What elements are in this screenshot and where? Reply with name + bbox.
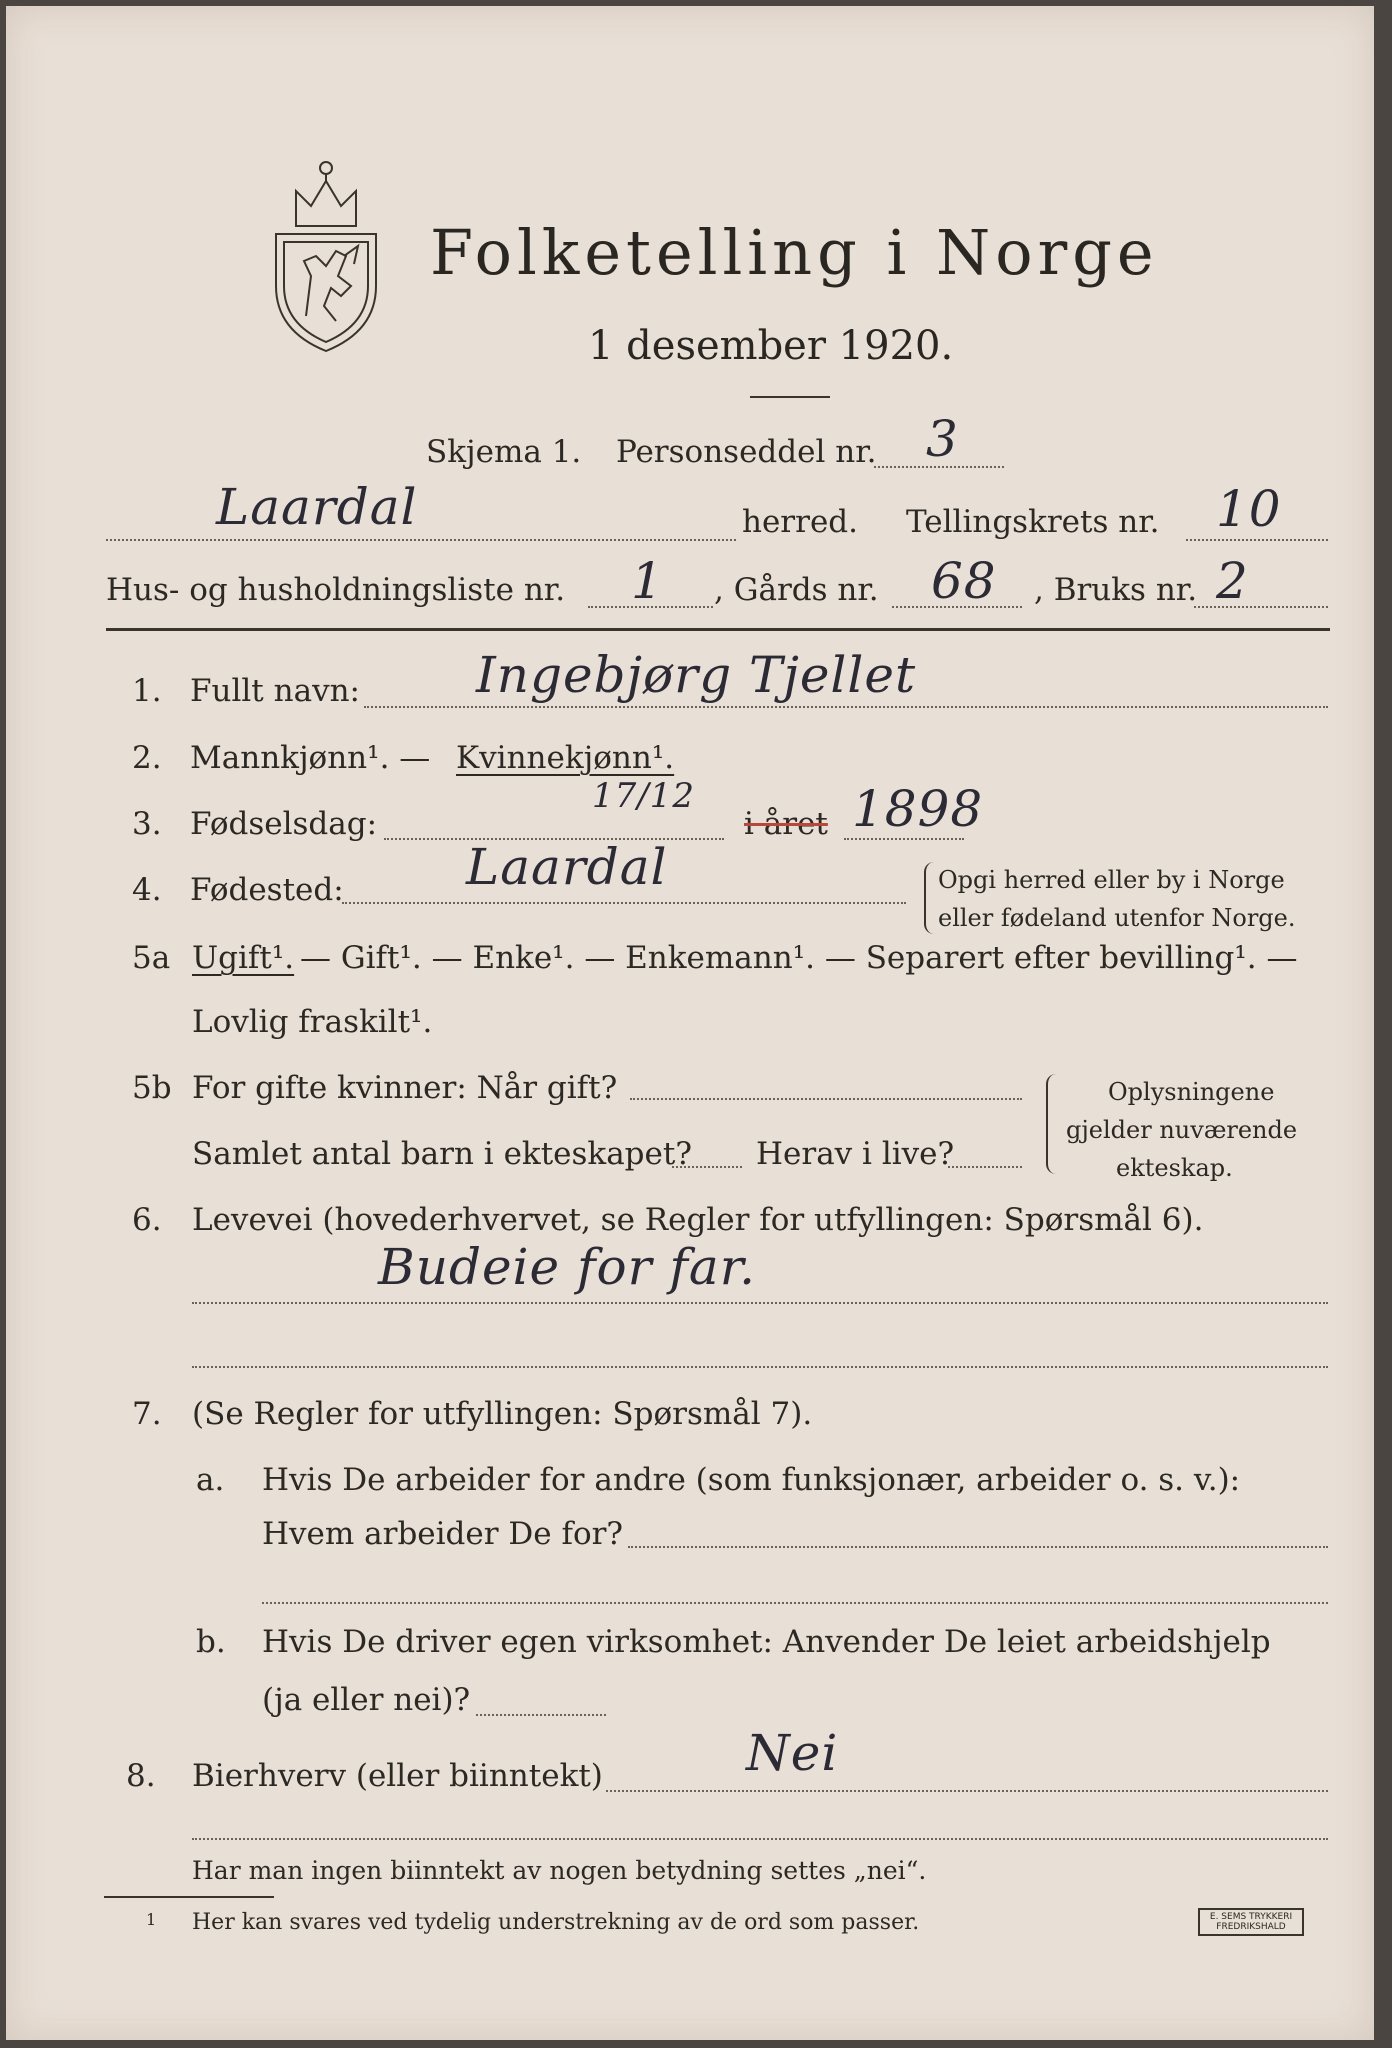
- q3-label: Fødselsdag:: [190, 806, 378, 842]
- hus-value[interactable]: 1: [631, 552, 664, 610]
- footnote-text: Her kan svares ved tydelig understrekning av de ord som passer.: [192, 1910, 920, 1935]
- q1-label: Fullt navn:: [190, 673, 360, 709]
- q3-number: 3.: [132, 806, 162, 842]
- q7b-line1: Hvis De driver egen virksomhet: Anvender De leiet arbeidshjelp: [262, 1624, 1271, 1660]
- q4-label: Fødested:: [190, 872, 344, 908]
- q6-line-1: [192, 1302, 1328, 1304]
- q4-number: 4.: [132, 872, 162, 908]
- herred-label: herred.: [742, 504, 858, 540]
- census-date: 1 desember 1920.: [588, 323, 954, 369]
- tellingskrets-label: Tellingskrets nr.: [906, 504, 1160, 540]
- q7b-line2: (ja eller nei)?: [262, 1682, 471, 1718]
- q7a-letter: a.: [196, 1462, 225, 1498]
- bottom-note: Har man ingen biinntekt av nogen betydning settes „nei“.: [192, 1856, 927, 1885]
- q5a-line2: Lovlig fraskilt¹.: [192, 1004, 433, 1040]
- q3-year-label: i året: [744, 806, 828, 842]
- q6-label: Levevei (hovederhvervet, se Regler for utfyllingen: Spørsmål 6).: [192, 1202, 1204, 1238]
- q8-label: Bierhverv (eller biinntekt): [192, 1758, 603, 1794]
- personseddel-label: Personseddel nr.: [616, 434, 877, 470]
- q7-label: (Se Regler for utfyllingen: Spørsmål 7).: [192, 1396, 813, 1432]
- q7a-line1: Hvis De arbeider for andre (som funksjonær, arbeider o. s. v.):: [262, 1462, 1241, 1498]
- birth-year-value[interactable]: 1898: [852, 780, 984, 838]
- birth-day-value[interactable]: 17/12: [592, 776, 695, 816]
- gards-label: , Gårds nr.: [714, 572, 879, 608]
- form-title: Folketelling i Norge: [430, 216, 1159, 289]
- q4-note-1: Opgi herred eller by i Norge: [938, 866, 1285, 894]
- bruks-value[interactable]: 2: [1216, 552, 1249, 610]
- personseddel-value[interactable]: 3: [926, 410, 959, 468]
- bruks-label: , Bruks nr.: [1034, 572, 1198, 608]
- coat-of-arms-icon: [266, 156, 386, 356]
- herred-value[interactable]: Laardal: [216, 478, 418, 536]
- q5b-number: 5b: [132, 1070, 172, 1106]
- q4-note-2: eller fødeland utenfor Norge.: [938, 904, 1296, 932]
- occupation-value[interactable]: Budeie for far.: [378, 1238, 757, 1296]
- q7a-line-extra: [262, 1602, 1328, 1604]
- q5a-ugift[interactable]: Ugift¹.: [192, 940, 295, 976]
- header-rule: [106, 628, 1330, 631]
- tellingskrets-value[interactable]: 10: [1216, 480, 1282, 538]
- q6-number: 6.: [132, 1202, 162, 1238]
- q5b-brace: [1046, 1074, 1056, 1174]
- q5b-note-1: Oplysningene: [1108, 1078, 1275, 1106]
- q8-number: 8.: [126, 1758, 156, 1794]
- q2-male: Mannkjønn¹. —: [190, 740, 431, 776]
- q4-line: [342, 902, 906, 904]
- full-name-value[interactable]: Ingebjørg Tjellet: [476, 646, 917, 704]
- q6-line-2: [192, 1366, 1328, 1368]
- census-form-sheet: [6, 6, 1374, 2040]
- tellingskrets-line: [1186, 539, 1328, 541]
- q7b-line: [476, 1714, 606, 1716]
- q5b-alive-line: [948, 1166, 1022, 1168]
- side-income-value[interactable]: Nei: [746, 1724, 839, 1782]
- birthplace-value[interactable]: Laardal: [466, 838, 668, 896]
- q3-year-line: [844, 838, 964, 840]
- q8-line: [606, 1790, 1328, 1792]
- q1-line: [364, 706, 1328, 708]
- q5b-children: Samlet antal barn i ekteskapet?: [192, 1136, 692, 1172]
- q5b-children-line: [672, 1166, 742, 1168]
- q8-line-2: [192, 1838, 1328, 1840]
- printer-stamp: E. SEMS TRYKKERI FREDRIKSHALD: [1198, 1908, 1304, 1936]
- q5a-options: — Gift¹. — Enke¹. — Enkemann¹. — Separert efter bevilling¹. —: [300, 940, 1298, 976]
- q5b-married-when: For gifte kvinner: Når gift?: [192, 1070, 618, 1106]
- q2-number: 2.: [132, 740, 162, 776]
- q5b-note-3: ekteskap.: [1116, 1154, 1233, 1182]
- q5b-note-2: gjelder nuværende: [1066, 1116, 1298, 1144]
- q5a-number: 5a: [132, 940, 171, 976]
- q5b-married-line: [630, 1098, 1022, 1100]
- footnote-mark: 1: [146, 1910, 157, 1929]
- q5b-alive: Herav i live?: [756, 1136, 955, 1172]
- bruks-line: [1194, 606, 1328, 608]
- schema-label: Skjema 1.: [426, 434, 582, 470]
- hus-label: Hus- og husholdningsliste nr.: [106, 572, 566, 608]
- q7a-line: [628, 1546, 1328, 1548]
- q2-female[interactable]: Kvinnekjønn¹.: [456, 740, 675, 776]
- q7b-letter: b.: [196, 1624, 226, 1660]
- q4-brace: [924, 862, 934, 934]
- herred-line: [106, 539, 736, 541]
- q7a-line2: Hvem arbeider De for?: [262, 1516, 624, 1552]
- q1-number: 1.: [132, 673, 162, 709]
- footnote-rule: [104, 1896, 274, 1898]
- q7-number: 7.: [132, 1396, 162, 1432]
- title-divider: [750, 396, 830, 398]
- gards-value[interactable]: 68: [931, 552, 997, 610]
